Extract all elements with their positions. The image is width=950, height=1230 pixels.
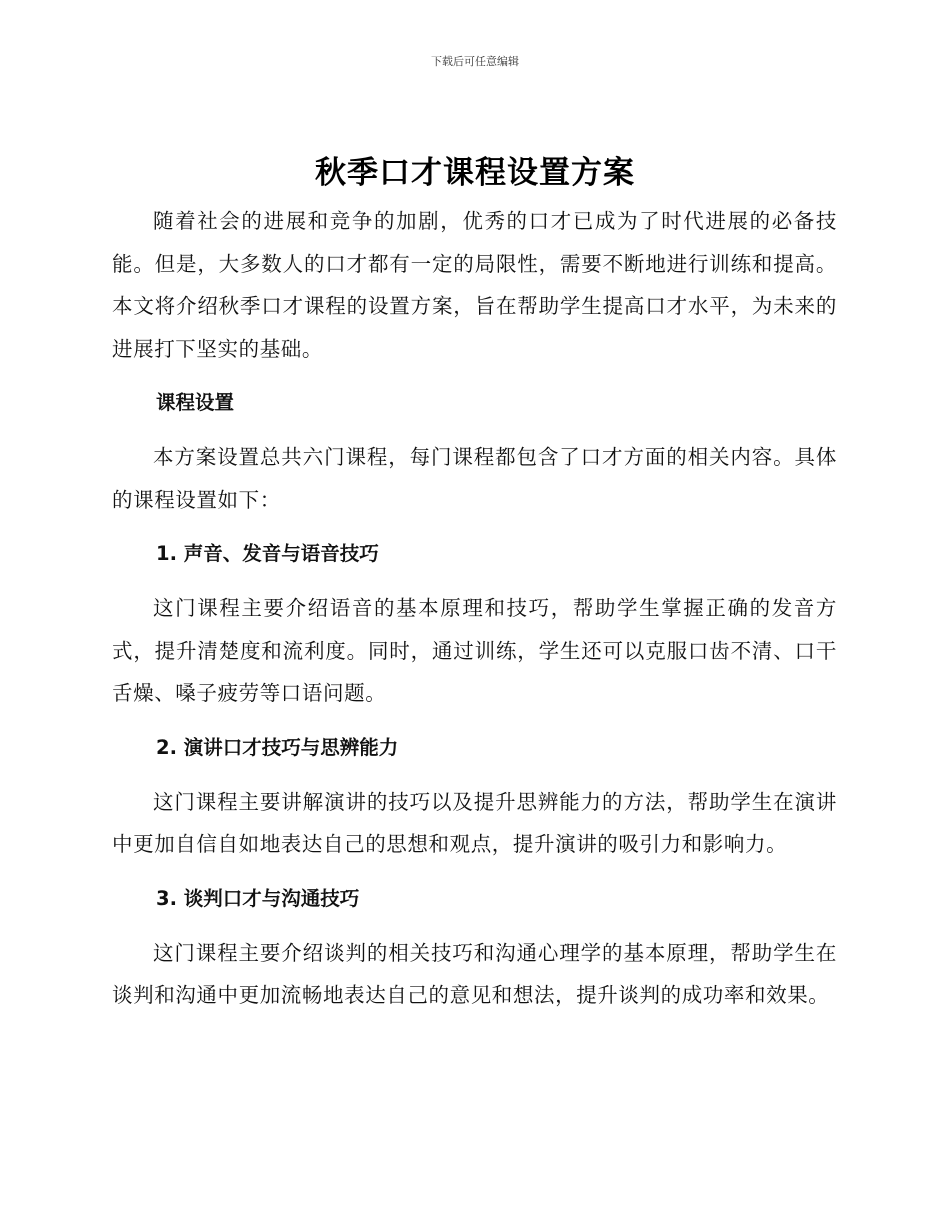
course-heading-3: 3. 谈判口才与沟通技巧 — [156, 886, 360, 910]
header-note: 下载后可任意编辑 — [431, 55, 519, 68]
course-heading-1: 1. 声音、发音与语音技巧 — [156, 542, 379, 565]
course-body-2: 这门课程主要讲解演讲的技巧以及提升思辨能力的方法，帮助学生在演讲中更加自信自如地表达自己的思想和观点，提升演讲的吸引力和影响力。 — [112, 789, 837, 856]
course-body-1: 这门课程主要介绍语音的基本原理和技巧，帮助学生掌握正确的发音方式，提升清楚度和流利度。同时，通过训练，学生还可以克服口齿不清、口干舌燥、嗓子疲劳等口语问题。 — [112, 596, 837, 705]
intro-paragraph: 随着社会的进展和竞争的加剧，优秀的口才已成为了时代进展的必备技能。但是，大多数人的口才都有一定的局限性，需要不断地进行训练和提高。本文将介绍秋季口才课程的设置方案，旨在帮助学生提高口才水平，为未来的进展打下坚实的基础。 — [112, 209, 837, 361]
course-body-3: 这门课程主要介绍谈判的相关技巧和沟通心理学的基本原理，帮助学生在谈判和沟通中更加流畅地表达自己的意见和想法，提升谈判的成功率和效果。 — [112, 940, 837, 1007]
document-body — [112, 200, 837, 1017]
section-heading: 课程设置 — [156, 391, 235, 414]
course-heading-2: 2. 演讲口才技巧与思辨能力 — [156, 735, 399, 759]
section-intro-paragraph: 本方案设置总共六门课程，每门课程都包含了口才方面的相关内容。具体的课程设置如下： — [112, 445, 837, 512]
document-title: 秋季口才课程设置方案 — [315, 155, 635, 191]
